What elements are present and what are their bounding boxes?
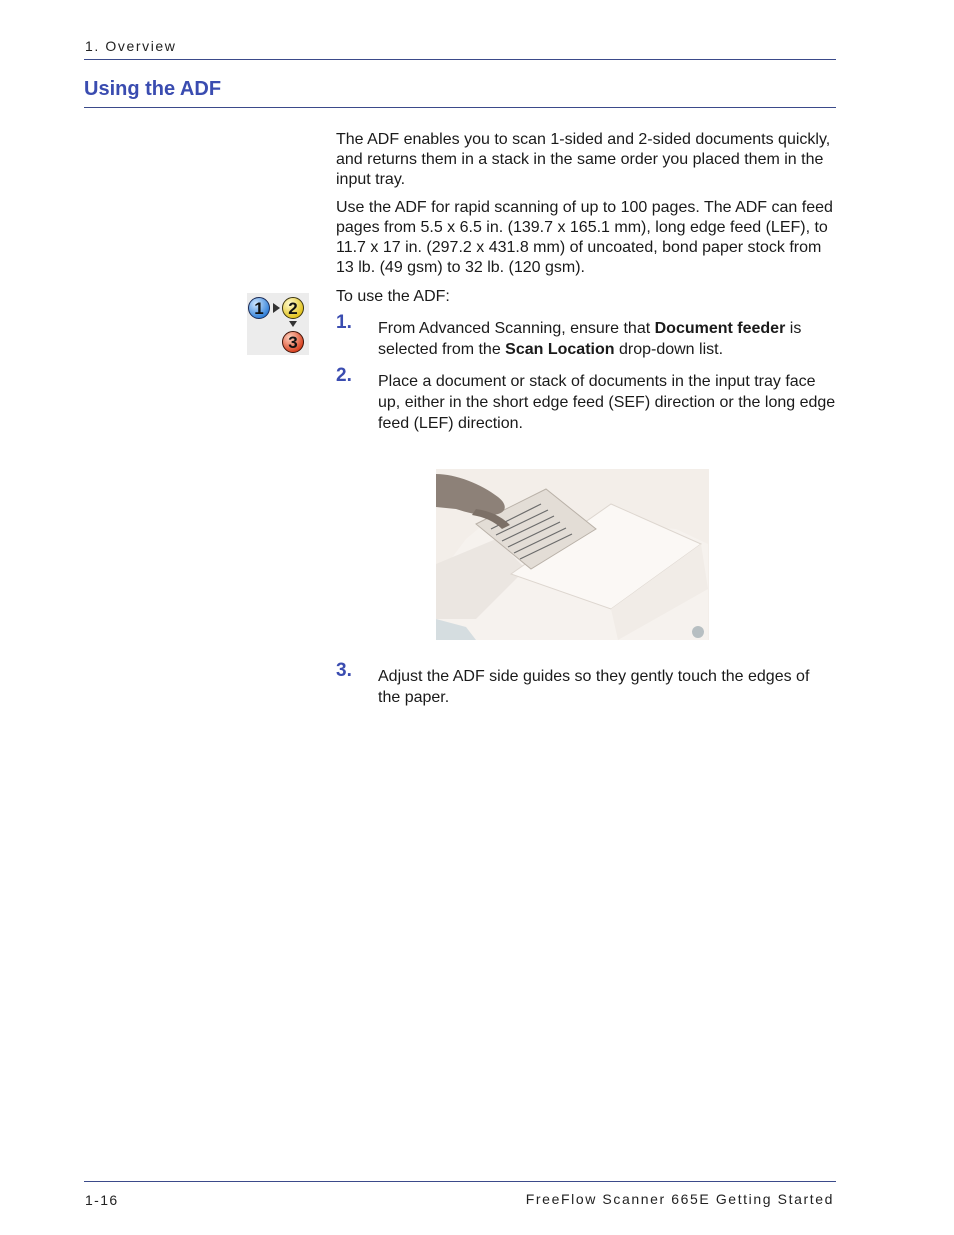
step-number: 3.	[336, 660, 352, 681]
step-text-run: drop-down list.	[614, 341, 724, 358]
step-text: Place a document or stack of documents in the input tray face up, either in the short edge feed (SEF) direction or the long edge feed (LEF) direction.	[378, 373, 836, 432]
section-title: Using the ADF	[84, 78, 222, 100]
section-title-rule	[84, 107, 836, 108]
running-header-chapter: 1. Overview	[85, 38, 177, 54]
step-number: 2.	[336, 365, 352, 386]
step-text-run: From Advanced Scanning, ensure that	[378, 320, 655, 337]
procedure-digit-3: 3	[288, 333, 298, 352]
capacity-paragraph: Use the ADF for rapid scanning of up to 100 pages. The ADF can feed pages from 5.5 x 6.5 in. (139.7 x 165.1 mm), long edge feed (LEF), to 11.7 x 17 in. (297.2 x 431.8 mm) of uncoated, bond paper stock from 13 lb. (49 gsm) to 32 lb. (120 gsm).	[336, 199, 833, 276]
intro-paragraph: The ADF enables you to scan 1-sided and 2-sided documents quickly, and returns them in a stack in the same order you placed them in the input tray.	[336, 131, 831, 188]
procedure-lead: To use the ADF:	[336, 288, 450, 305]
step-text	[378, 318, 836, 360]
step-text-run: is selected from the	[378, 320, 802, 358]
page-number: 1-16	[85, 1192, 119, 1208]
step-text: Adjust the ADF side guides so they gently touch the edges of the paper.	[378, 668, 810, 706]
procedure-steps-icon	[247, 293, 309, 355]
footer-rule	[84, 1181, 836, 1182]
procedure-digit-2: 2	[288, 299, 298, 318]
step-number: 1.	[336, 312, 352, 333]
document-title: FreeFlow Scanner 665E Getting Started	[525, 1191, 834, 1207]
ui-term-document-feeder: Document feeder	[654, 320, 786, 337]
procedure-digit-1: 1	[254, 299, 264, 318]
header-rule	[84, 59, 836, 60]
ui-term-scan-location: Scan Location	[505, 341, 615, 358]
adf-loading-photo	[436, 469, 709, 640]
